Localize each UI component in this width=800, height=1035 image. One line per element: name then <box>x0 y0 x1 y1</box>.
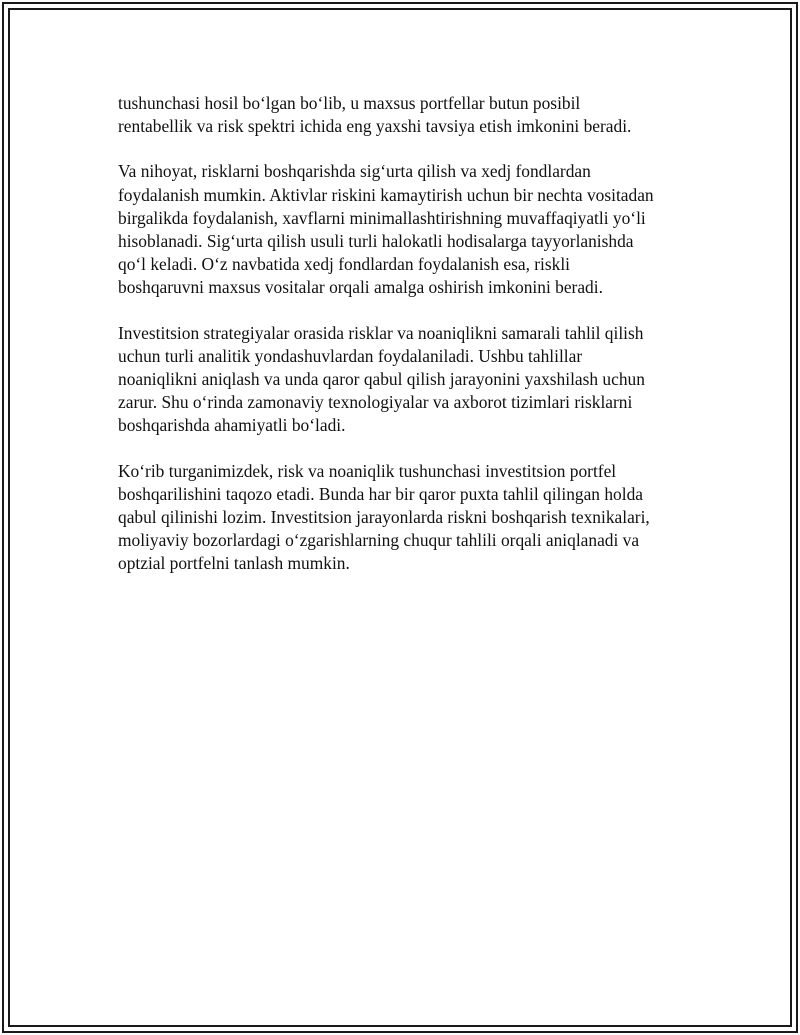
document-body <box>118 92 698 598</box>
paragraph-2 <box>118 160 698 299</box>
paragraph-1 <box>118 92 698 138</box>
text-line: zarur. Shu o‘rinda zamonaviy texnologiyalar va axborot tizimlari risklarni <box>118 392 633 413</box>
text-line: Ko‘rib turganimizdek, risk va noaniqlik tushunchasi investitsion portfel <box>118 460 617 481</box>
text-line: boshqarishda ahamiyatli bo‘ladi. <box>118 415 346 436</box>
text-line: birgalikda foydalanish, xavflarni minimallashtirishning muvaffaqiyatli yo‘li <box>118 207 646 228</box>
text-line: Va nihoyat, risklarni boshqarishda sig‘urta qilish va xedj fondlardan <box>118 161 591 182</box>
text-line: optzial portfelni tanlash mumkin. <box>118 553 350 574</box>
text-line: tushunchasi hosil bo‘lgan bo‘lib, u maxsus portfellar butun posibil <box>118 93 581 113</box>
text-line: foydalanish mumkin. Aktivlar riskini kamaytirish uchun bir nechta vositadan <box>118 184 654 205</box>
text-line: boshqarilishini taqozo etadi. Bunda har bir qaror puxta tahlil qilingan holda <box>118 483 643 504</box>
text-line: hisoblanadi. Sig‘urta qilish usuli turli halokatli hodisalarga tayyorlanishda <box>118 231 634 252</box>
paragraph-4 <box>118 460 698 576</box>
text-line: boshqaruvni maxsus vositalar orqali amalga oshirish imkonini beradi. <box>118 277 603 298</box>
text-line: rentabellik va risk spektri ichida eng yaxshi tavsiya etish imkonini beradi. <box>118 116 632 137</box>
text-line: noaniqlikni aniqlash va unda qaror qabul qilish jarayonini yaxshilash uchun <box>118 369 645 390</box>
paragraph-3 <box>118 322 698 438</box>
text-line: Investitsion strategiyalar orasida risklar va noaniqlikni samarali tahlil qilish <box>118 322 644 343</box>
text-line: qabul qilinishi lozim. Investitsion jarayonlarda riskni boshqarish texnikalari, <box>118 507 650 528</box>
text-line: qo‘l keladi. O‘z navbatida xedj fondlardan foydalanish esa, riskli <box>118 254 571 275</box>
text-line: moliyaviy bozorlardagi o‘zgarishlarning chuqur tahlili orqali aniqlanadi va <box>118 530 640 551</box>
text-line: uchun turli analitik yondashuvlardan foydalaniladi. Ushbu tahlillar <box>118 345 583 366</box>
